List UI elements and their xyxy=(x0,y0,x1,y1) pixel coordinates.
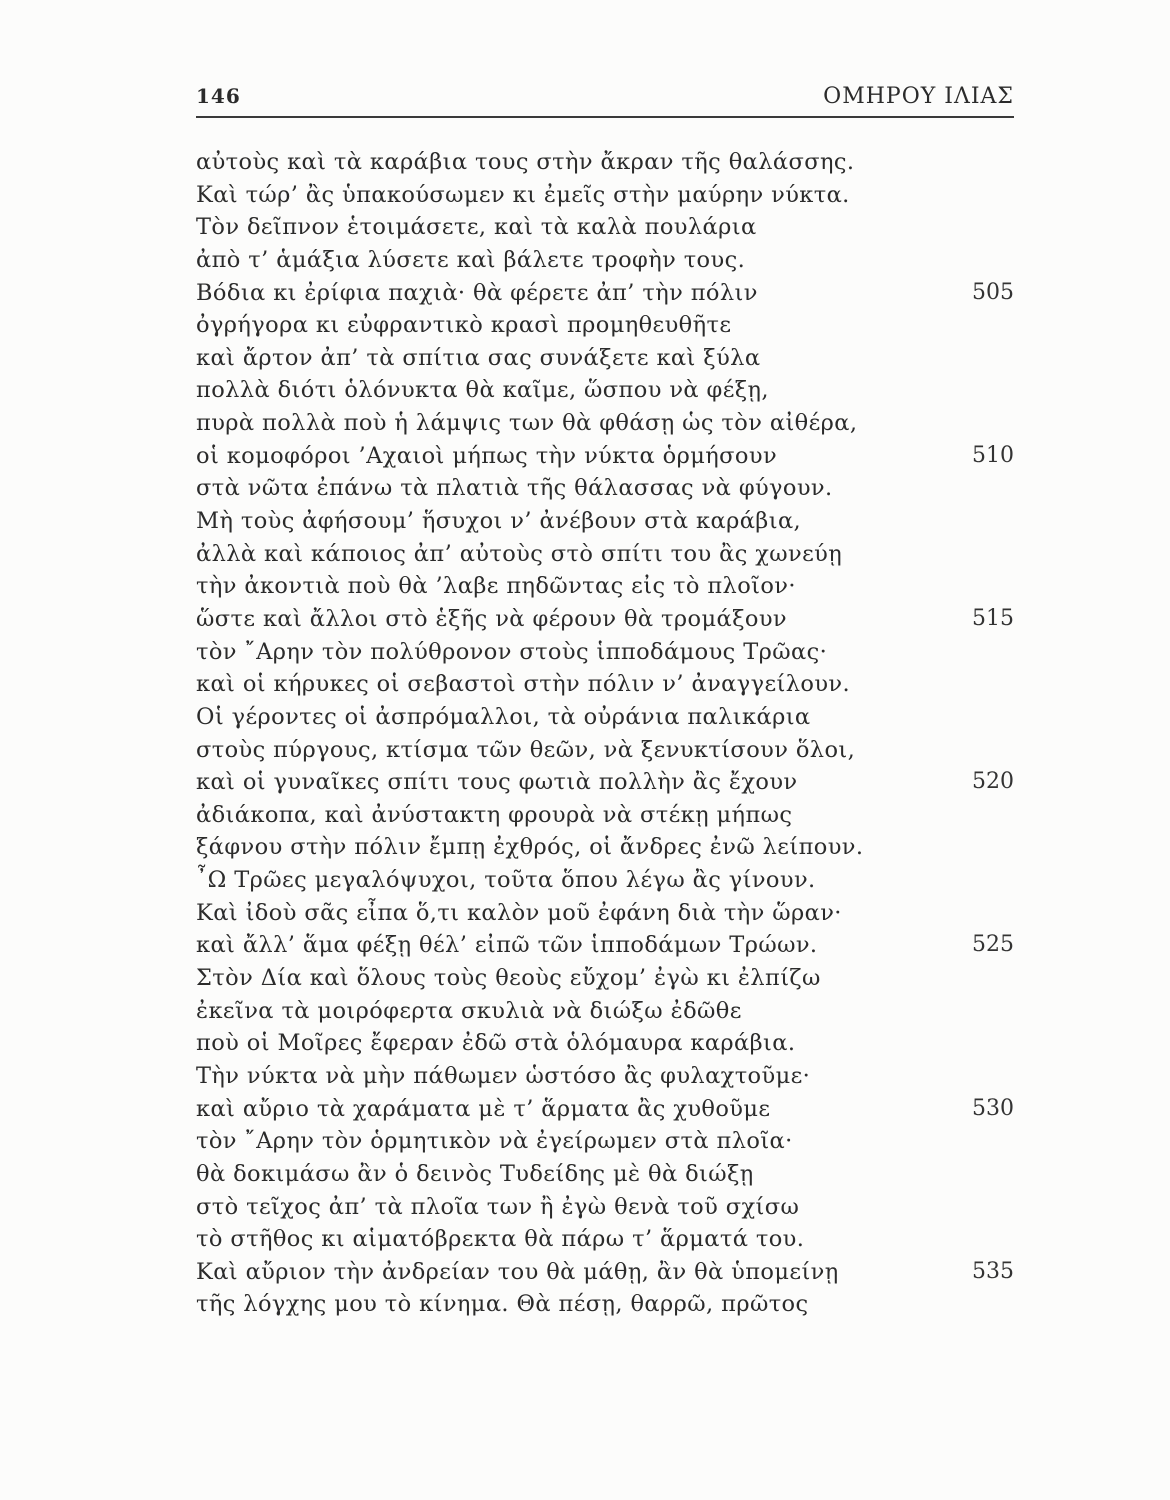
verse-text: καὶ ἄρτον ἀπ’ τὰ σπίτια σας συνάξετε καὶ ξύλα xyxy=(196,344,761,371)
verse-text: Καὶ ἰδοὺ σᾶς εἶπα ὅ,τι καλὸν μοῦ ἐφάνη διὰ τὴν ὥραν· xyxy=(196,899,842,926)
verse-line xyxy=(196,146,1014,179)
verse-line xyxy=(196,831,1014,864)
verse-line xyxy=(196,244,1014,277)
verse-block xyxy=(196,146,1014,1321)
line-number: 505 xyxy=(972,279,1014,305)
verse-line xyxy=(196,962,1014,995)
verse-line xyxy=(196,374,1014,407)
verse-line xyxy=(196,407,1014,440)
verse-text: τὸν ῎Αρην τὸν ὁρμητικὸν νὰ ἐγείρωμεν στὰ πλοῖα· xyxy=(196,1128,793,1155)
verse-text: ὀγρήγορα κι εὐφραντικὸ κρασὶ προμηθευθῆτε xyxy=(196,312,732,339)
verse-line xyxy=(196,277,1014,310)
verse-line xyxy=(196,1060,1014,1093)
verse-text: ὥστε καὶ ἄλλοι στὸ ἑξῆς νὰ φέρουν θὰ τρομάξουν xyxy=(196,605,787,632)
verse-line xyxy=(196,995,1014,1028)
header-rule xyxy=(196,116,1014,118)
verse-line xyxy=(196,636,1014,669)
verse-text: τῆς λόγχης μου τὸ κίνημα. Θὰ πέσῃ, θαρρῶ, πρῶτος xyxy=(196,1291,809,1318)
verse-line xyxy=(196,309,1014,342)
verse-text: θὰ δοκιμάσω ἂν ὁ δεινὸς Τυδείδης μὲ θὰ διώξῃ xyxy=(196,1160,754,1187)
verse-line xyxy=(196,179,1014,212)
line-number: 525 xyxy=(972,932,1014,958)
verse-line xyxy=(196,668,1014,701)
verse-line xyxy=(196,897,1014,930)
verse-line xyxy=(196,211,1014,244)
verse-line xyxy=(196,342,1014,375)
verse-text: τὴν ἀκοντιὰ ποὺ θὰ ’λαβε πηδῶντας εἰς τὸ πλοῖον· xyxy=(196,573,796,600)
verse-text: καὶ αὔριο τὰ χαράματα μὲ τ’ ἅρματα ἂς χυθοῦμε xyxy=(196,1095,771,1122)
page-number: 146 xyxy=(196,84,241,108)
verse-line xyxy=(196,1191,1014,1224)
verse-text: τὸ στῆθος κι αἱματόβρεκτα θὰ πάρω τ’ ἅρματά του. xyxy=(196,1226,805,1253)
verse-line xyxy=(196,1093,1014,1126)
verse-line xyxy=(196,603,1014,636)
verse-line xyxy=(196,505,1014,538)
verse-text: ῏Ω Τρῶες μεγαλόψυχοι, τοῦτα ὅπου λέγω ἂς γίνουν. xyxy=(196,867,816,894)
verse-text: ἀδιάκοπα, καὶ ἀνύστακτη φρουρὰ νὰ στέκῃ μήπως xyxy=(196,801,793,828)
verse-line xyxy=(196,734,1014,767)
verse-text: ἀλλὰ καὶ κάποιος ἀπ’ αὐτοὺς στὸ σπίτι του ἂς χωνεύῃ xyxy=(196,540,843,567)
verse-line xyxy=(196,1158,1014,1191)
verse-line xyxy=(196,1027,1014,1060)
line-number: 530 xyxy=(972,1095,1014,1121)
verse-text: Οἱ γέροντες οἱ ἀσπρόμαλλοι, τὰ οὐράνια παλικάρια xyxy=(196,703,811,730)
line-number: 520 xyxy=(972,769,1014,795)
verse-text: Βόδια κι ἐρίφια παχιὰ· θὰ φέρετε ἀπ’ τὴν πόλιν xyxy=(196,279,758,306)
verse-text: αὐτοὺς καὶ τὰ καράβια τους στὴν ἄκραν τῆς θαλάσσης. xyxy=(196,149,855,175)
verse-text: καὶ ἄλλ’ ἅμα φέξῃ θέλ’ εἰπῶ τῶν ἱπποδάμων Τρώων. xyxy=(196,932,818,959)
verse-text: Στὸν Δία καὶ ὅλους τοὺς θεοὺς εὔχομ’ ἐγὼ κι ἐλπίζω xyxy=(196,965,821,992)
verse-text: ἀπὸ τ’ ἁμάξια λύσετε καὶ βάλετε τροφὴν τους. xyxy=(196,246,746,273)
verse-text: στὸ τεῖχος ἀπ’ τὰ πλοῖα των ἢ ἐγὼ θενὰ τοῦ σχίσω xyxy=(196,1193,800,1220)
verse-line xyxy=(196,929,1014,962)
running-title: ΟΜΗΡΟΥ ΙΛΙΑΣ xyxy=(823,84,1014,109)
line-number: 510 xyxy=(972,442,1014,468)
verse-text: πυρὰ πολλὰ ποὺ ἡ λάμψις των θὰ φθάσῃ ὡς τὸν αἰθέρα, xyxy=(196,410,858,437)
verse-text: Τὴν νύκτα νὰ μὴν πάθωμεν ὡστόσο ἂς φυλαχτοῦμε· xyxy=(196,1062,811,1089)
verse-text: Καὶ τώρ’ ἂς ὑπακούσωμεν κι ἐμεῖς στὴν μαύρην νύκτα. xyxy=(196,181,850,208)
verse-text: Τὸν δεῖπνον ἑτοιμάσετε, καὶ τὰ καλὰ πουλάρια xyxy=(196,214,757,241)
verse-line xyxy=(196,570,1014,603)
verse-line xyxy=(196,766,1014,799)
verse-text: πολλὰ διότι ὁλόνυκτα θὰ καῖμε, ὥσπου νὰ φέξῃ, xyxy=(196,377,769,404)
verse-text: στοὺς πύργους, κτίσμα τῶν θεῶν, νὰ ξενυκτίσουν ὅλοι, xyxy=(196,736,856,763)
verse-line xyxy=(196,538,1014,571)
line-number: 515 xyxy=(972,605,1014,631)
verse-text: καὶ οἱ κήρυκες οἱ σεβαστοὶ στὴν πόλιν ν’ ἀναγγείλουν. xyxy=(196,671,851,698)
verse-line xyxy=(196,1125,1014,1158)
verse-text: ξάφνου στὴν πόλιν ἔμπῃ ἐχθρός, οἱ ἄνδρες ἐνῶ λείπουν. xyxy=(196,834,864,861)
verse-text: οἱ κομοφόροι ’Αχαιοὶ μήπως τὴν νύκτα ὁρμήσουν xyxy=(196,442,778,469)
page-header xyxy=(196,84,1014,118)
verse-text: τὸν ῎Αρην τὸν πολύθρονον στοὺς ἱπποδάμους Τρῶας· xyxy=(196,638,828,665)
verse-line xyxy=(196,472,1014,505)
verse-line xyxy=(196,440,1014,473)
verse-text: ποὺ οἱ Μοῖρες ἔφεραν ἐδῶ στὰ ὁλόμαυρα καράβια. xyxy=(196,1030,796,1057)
verse-line xyxy=(196,864,1014,897)
verse-line xyxy=(196,1223,1014,1256)
verse-text: στὰ νῶτα ἐπάνω τὰ πλατιὰ τῆς θάλασσας νὰ φύγουν. xyxy=(196,475,833,502)
verse-line xyxy=(196,799,1014,832)
verse-text: Καὶ αὔριον τὴν ἀνδρείαν του θὰ μάθῃ, ἂν θὰ ὑπομείνῃ xyxy=(196,1258,839,1285)
verse-text: καὶ οἱ γυναῖκες σπίτι τους φωτιὰ πολλὴν ἂς ἔχουν xyxy=(196,769,798,796)
verse-line xyxy=(196,1288,1014,1321)
verse-line xyxy=(196,701,1014,734)
verse-line xyxy=(196,1256,1014,1289)
line-number: 535 xyxy=(972,1258,1014,1284)
verse-text: ἐκεῖνα τὰ μοιρόφερτα σκυλιὰ νὰ διώξω ἐδῶθε xyxy=(196,997,742,1024)
verse-text: Μὴ τοὺς ἀφήσουμ’ ἥσυχοι ν’ ἀνέβουν στὰ καράβια, xyxy=(196,508,802,535)
